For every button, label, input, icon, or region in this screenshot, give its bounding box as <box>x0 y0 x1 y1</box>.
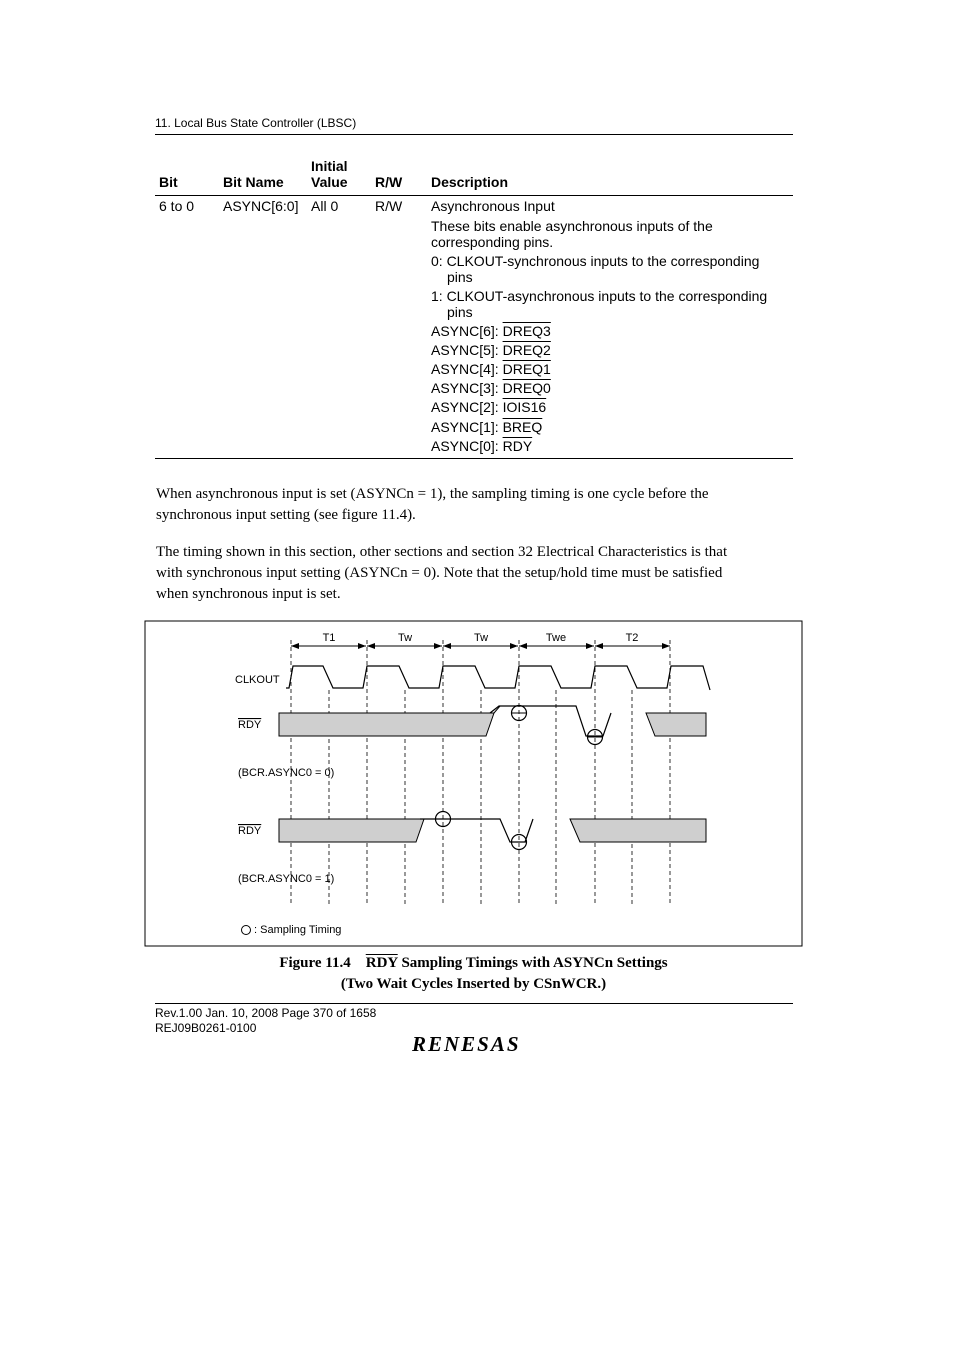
col-description: Description <box>431 174 509 190</box>
dreq3-signal: DREQ3 <box>502 323 551 339</box>
cell-rw: R/W <box>375 198 403 214</box>
rdy-async-invalid-region <box>279 819 424 842</box>
col-initial-2: Value <box>311 174 348 190</box>
caption-rdy-signal: $\overline{RDY}$ <box>365 955 398 971</box>
edge-guides <box>291 640 670 905</box>
col-initial-1: Initial <box>311 158 348 174</box>
paragraph-2: The timing shown in this section, other sections and section 32 Electrical Characteristics is that with synchronous input setting (ASYNCn = 0). Note that the setup/hold time must be satisfied when synchronous input is set. <box>156 544 728 602</box>
desc-line-1: These bits enable asynchronous inputs of the <box>431 218 713 234</box>
figure-caption-line-2: (Two Wait Cycles Inserted by CSnWCR.) <box>340 976 607 992</box>
clkout-label: CLKOUT <box>235 674 280 686</box>
rdy-sync-invalid-region <box>279 713 494 736</box>
cycle-label-tw2: Tw <box>473 632 489 644</box>
rdy-async-invalid-region-2 <box>570 819 706 842</box>
footer-doc-number: REJ09B0261-0100 <box>155 1021 257 1035</box>
paragraph-1: When asynchronous input is set (ASYNCn = 1), the sampling timing is one cycle before the synchronous input setting (see figure 11.4). <box>156 486 709 523</box>
col-bit-name: Bit Name <box>223 174 284 190</box>
cell-bit-name: ASYNC[6:0] <box>223 198 299 214</box>
footer-rule <box>155 1003 793 1004</box>
desc-opt0-2: pins <box>447 269 473 285</box>
mapping-item: ASYNC[4]: DREQ1 <box>431 361 551 377</box>
cycle-label-tw1: Tw <box>397 632 413 644</box>
desc-opt1-2: pins <box>447 304 473 320</box>
running-header: 11. Local Bus State Controller (LBSC) <box>155 116 357 130</box>
rdy-sync-waveform <box>490 706 611 736</box>
desc-opt1-1: 1: CLKOUT-asynchronous inputs to the corresponding <box>431 288 768 304</box>
breq-signal: BREQ <box>502 419 543 435</box>
dreq0-signal: DREQ0 <box>502 380 551 396</box>
renesas-logo: RENESAS <box>412 1032 521 1056</box>
dreq1-signal: DREQ1 <box>502 361 551 377</box>
desc-title: Asynchronous Input <box>431 198 555 214</box>
rdy-signal: $\overline{RDY}$ <box>502 438 533 454</box>
col-bit: Bit <box>159 174 178 190</box>
cycle-label-t1: T1 <box>322 632 336 644</box>
dreq2-signal: DREQ2 <box>502 342 551 358</box>
cell-initial: All 0 <box>311 198 339 214</box>
cond-async0-0: (BCR.ASYNC0 = 0) <box>238 767 335 779</box>
desc-line-2: corresponding pins. <box>431 234 554 250</box>
mapping-item: ASYNC[5]: DREQ2 <box>431 342 551 358</box>
rdy-label-sync: RDY <box>238 719 262 731</box>
mapping-item: ASYNC[3]: DREQ0 <box>431 380 551 396</box>
mapping-item: ASYNC[1]: BREQ <box>431 419 543 435</box>
footer-revision: Rev.1.00 Jan. 10, 2008 Page 370 of 1658 <box>155 1006 377 1020</box>
mapping-item: ASYNC[6]: DREQ3 <box>431 323 551 339</box>
cond-async0-1: (BCR.ASYNC0 = 1) <box>238 873 335 885</box>
cycle-label-twe: Twe <box>545 632 567 644</box>
figure-caption: Figure 11.4 $\overline{RDY}$ Sampling Timings with ASYNCn Settings <box>279 955 668 971</box>
col-rw: R/W <box>375 174 403 190</box>
cell-bit: 6 to 0 <box>159 198 195 214</box>
legend-text: : Sampling Timing <box>254 924 342 936</box>
rdy-sync-invalid-region-2 <box>646 713 706 736</box>
legend-circle-icon <box>242 926 251 935</box>
rdy-label-async: RDY <box>238 825 262 837</box>
clkout-waveform <box>286 666 710 690</box>
desc-opt0-1: 0: CLKOUT-synchronous inputs to the corresponding <box>431 253 760 269</box>
iois16-signal: IOIS16 <box>502 399 547 415</box>
figure-frame <box>145 621 802 946</box>
mapping-item: ASYNC[2]: IOIS16 <box>431 399 547 415</box>
mapping-item: ASYNC[0]: $\overline{RDY}$ <box>431 438 533 454</box>
cycle-label-t2: T2 <box>625 632 639 644</box>
